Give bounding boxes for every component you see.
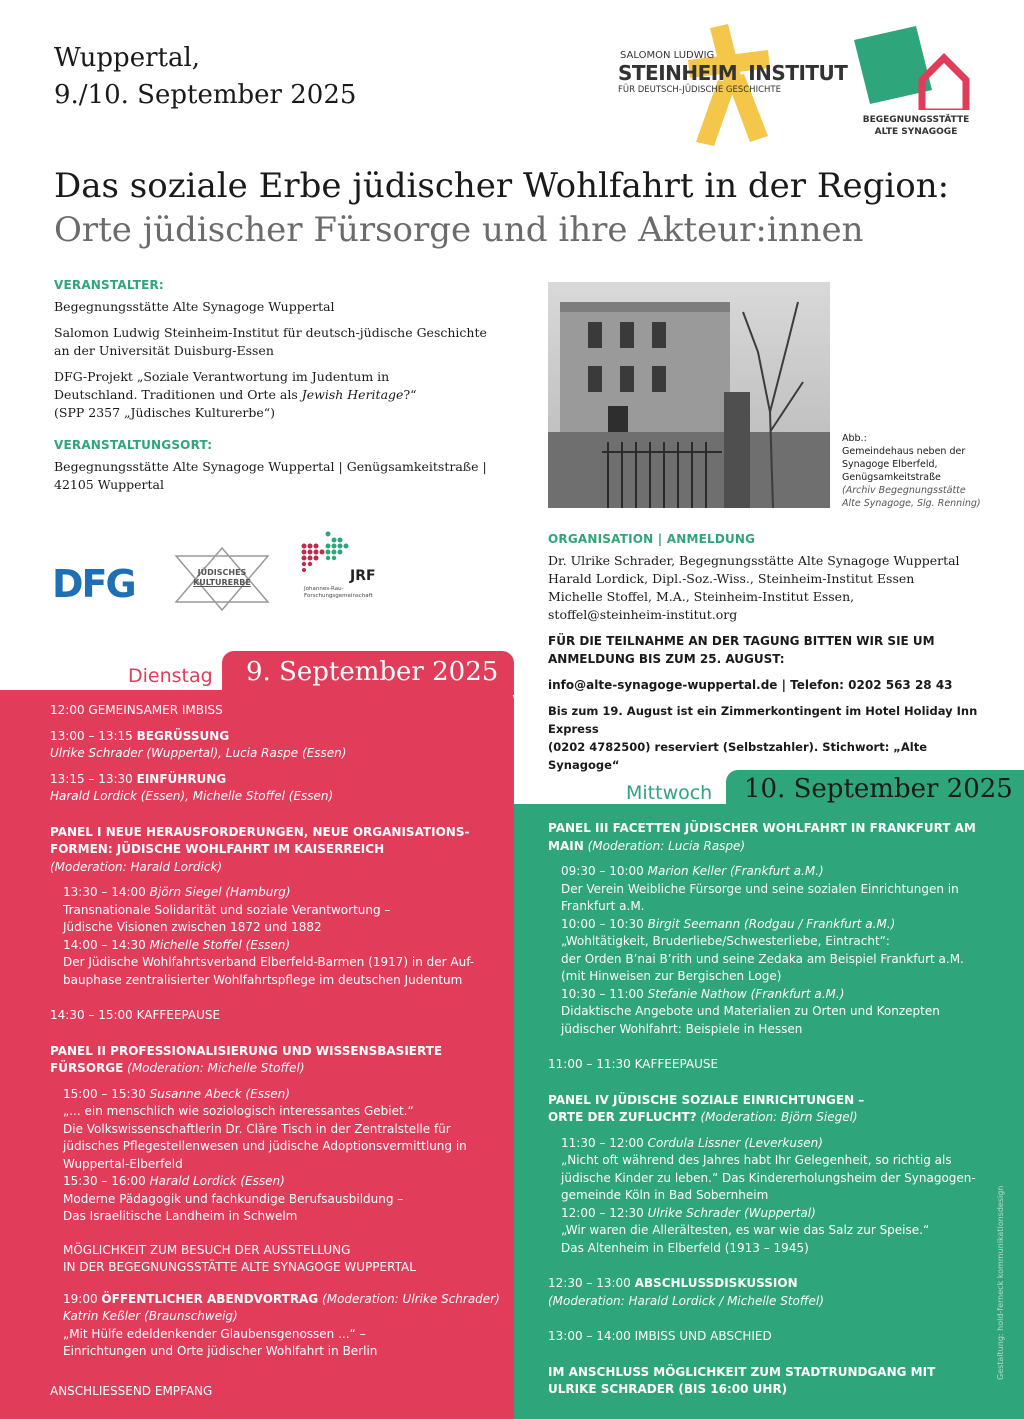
steinheim-line3: INSTITUT	[748, 61, 848, 85]
event-dates: 9./10. September 2025	[54, 80, 357, 110]
panel3-heading: PANEL III FACETTEN JÜDISCHER WOHLFAHRT IN FRANKFURT AM MAIN (Moderation: Lucia Raspe)	[548, 821, 976, 853]
begegnung-line1: BEGEGNUNGSSTÄTTE	[862, 115, 970, 125]
organisation-label: ORGANISATION | ANMELDUNG	[548, 532, 756, 546]
talk-siegel: 13:30 – 14:00 Björn Siegel (Hamburg) Transnationale Solidarität und soziale Verantwortung – Jüdische Visionen zwischen 1872 und 1882 14:00 – 14:30 Michelle Stoffel (Essen) Der Jüdische Wohlfahrtsverband Elberfeld-Barmen (1917) in der Auf- bauphase zentralisierter Wohlfahrtspflege im deutschen Judentum	[63, 885, 475, 987]
day2-weekday: Mittwoch	[626, 782, 713, 804]
jrf-dot-graphic	[298, 524, 358, 584]
steinheim-line2: STEINHEIM	[618, 61, 738, 85]
synagogue-archive-photo	[548, 282, 830, 508]
panel4-heading: PANEL IV JÜDISCHE SOZIALE EINRICHTUNGEN – ORTE DER ZUFLUCHT? (Moderation: Björn Siegel)	[548, 1092, 865, 1124]
steinheim-line4: FÜR DEUTSCH-JÜDISCHE GESCHICHTE	[618, 85, 781, 95]
juedisches-kulturerbe-logo: JÜDISCHES KULTURERBE	[172, 544, 272, 614]
panel2-heading: PANEL II PROFESSIONALISIERUNG UND WISSENSBASIERTE FÜRSORGE (Moderation: Michelle Stoffel)	[50, 1043, 443, 1075]
title-main: Das soziale Erbe jüdischer Wohlfahrt in der Region:	[54, 166, 950, 206]
registration-notice: FÜR DIE TEILNAHME AN DER TAGUNG BITTEN WIR SIE UM ANMELDUNG BIS ZUM 25. AUGUST:	[548, 634, 935, 666]
event-city: Wuppertal,	[54, 43, 201, 73]
day1-weekday: Dienstag	[128, 665, 213, 687]
talks-panel3: 09:30 – 10:00 Marion Keller (Frankfurt a.M.) Der Verein Weibliche Fürsorge und seine sozialen Einrichtungen in Frankfurt a.M. 10:00 – 10:30 Birgit Seemann (Rodgau / Frankfurt a.M.) „Wohltätigkeit, Bruderliebe/Schwesterliebe, Eintracht“: der Orden B’nai B’rith und seine Zedaka am Beispiel Frankfurt a.M. (mit Hinweisen zur Bergischen Loge) 10:30 – 11:00 Stefanie Nathow (Frankfurt a.M.) Didaktische Angebote und Materialien zu Orten und Konzepten jüdischer Wohlfahrt: Beispiele in Hessen	[561, 864, 964, 1036]
begegnung-line2: ALTE SYNAGOGE	[874, 127, 958, 137]
contact-email-link[interactable]: stoffel@steinheim-institut.org	[548, 607, 738, 622]
veranstalter-section	[54, 278, 524, 494]
day2-date: 10. September 2025	[744, 774, 1013, 804]
photo-illustration	[548, 282, 830, 508]
steinheim-line1: SALOMON LUDWIG	[620, 50, 715, 61]
ort-text: Begegnungsstätte Alte Synagoge Wuppertal | Genügsamkeitstraße | 42105 Wuppertal	[54, 459, 487, 492]
hotel-notice: Bis zum 19. August ist ein Zimmerkontingent im Hotel Holiday Inn Express (0202 4782500) reserviert (Selbstzahler). Stichwort: „Alte Synagoge“	[548, 704, 978, 772]
veranstalter-p3: DFG-Projekt „Soziale Verantwortung im Judentum in Deutschland. Traditionen und Orte als Jewish Heritage?“ (SPP 2357 „Jüdisches Kulturerbe“)	[54, 369, 417, 420]
registration-contact[interactable]: info@alte-synagoge-wuppertal.de | Telefon: 0202 563 28 43	[548, 678, 953, 692]
event-place-date	[54, 40, 356, 114]
veranstalter-p1: Begegnungsstätte Alte Synagoge Wuppertal	[54, 299, 335, 314]
synagogue-house-graphic	[850, 20, 980, 110]
title-sub: Orte jüdischer Fürsorge und ihre Akteur:innen	[54, 210, 864, 250]
veranstalter-label: VERANSTALTER:	[54, 278, 164, 292]
organisation-section: ORGANISATION | ANMELDUNG Dr. Ulrike Schrader, Begegnungsstätte Alte Synagoge Wuppertal Harald Lordick, Dipl.-Soz.-Wiss., Steinheim-Institut Essen Michelle Stoffel, M.A., Steinheim-Institut Essen, stoffel@steinheim-institut.org FÜR DIE TEILNAHME AN DER TAGUNG BITTEN WIR SIE UM ANMELDUNG BIS ZUM 25. AUGUST: info@alte-synagoge-wuppertal.de | Telefon: 0202 563 28 43 Bis zum 19. August ist ein Zimmerkontingent im Hotel Holiday Inn Express (0202 4782500) reserviert (Selbstzahler). Stichwort: „Alte Synagoge“	[548, 532, 988, 774]
begegnung-logo	[850, 20, 980, 140]
ort-label: VERANSTALTUNGSORT:	[54, 438, 213, 452]
day1-program: 12:00 GEMEINSAMER IMBISS 13:00 – 13:15 BEGRÜSSUNG Ulrike Schrader (Wuppertal), Lucia Raspe (Essen) 13:15 – 13:30 EINFÜHRUNG Harald Lordick (Essen), Michelle Stoffel (Essen) PANEL I NEUE HERAUSFORDERUNGEN, NEUE ORGANISATIONS- FORMEN: JÜDISCHE WOHLFAHRT IM KAISERREICH (Moderation: Harald Lordick) 13:30 – 14:00 Björn Siegel (Hamburg) Transnationale Solidarität und soziale Verantwortung – Jüdische Visionen zwischen 1872 und 1882 14:00 – 14:30 Michelle Stoffel (Essen) Der Jüdische Wohlfahrtsverband Elberfeld-Barmen (1917) in der Auf- bauphase zentralisierter Wohlfahrtspflege im deutschen Judentum 14:30 – 15:00 KAFFEEPAUSE PANEL II PROFESSIONALISIERUNG UND WISSENSBASIERTE FÜRSORGE (Moderation: Michelle Stoffel) 15:00 – 15:30 Susanne Abeck (Essen) „... ein menschlich wie soziologisch interessantes Gebiet.“ Die Volkswissenschaftlerin Dr. Cläre Tisch in der Zentralstelle für jüdisches Pflegestellenwesen und jüdische Adoptionsvermittlung in Wuppertal-Elberfeld 15:30 – 16:00 Harald Lordick (Essen) Moderne Pädagogik und fachkundige Berufsausbildung – Das Israelitische Landheim in Schwelm MÖGLICHKEIT ZUM BESUCH DER AUSSTELLUNG IN DER BEGEGNUNGSSTÄTTE ALTE SYNAGOGE WUPPERTAL 19:00 ÖFFENTLICHER ABENDVORTRAG (Moderation: Ulrike Schrader) Katrin Keßler (Braunschweig) „Mit Hülfe edeldenkender Glaubensgenossen ...“ – Einrichtungen und Orte jüdischer Wohlfahrt in Berlin ANSCHLIESSEND EMPFANG	[50, 703, 500, 1398]
jrf-name: JRF	[350, 568, 376, 584]
design-credit: Gestaltung: hold-ferneck kommunikationsdesign	[996, 1185, 1005, 1380]
day1-date: 9. September 2025	[246, 657, 499, 687]
panel1-heading: PANEL I NEUE HERAUSFORDERUNGEN, NEUE ORGANISATIONS- FORMEN: JÜDISCHE WOHLFAHRT IM KAISERREICH (Moderation: Harald Lordick)	[50, 824, 470, 874]
photo-caption: Abb.: Gemeindehaus neben der Synagoge Elberfeld, Genügsamkeitstraße (Archiv Begegnungsstätte Alte Synagoge, Slg. Renning)	[842, 433, 981, 509]
veranstalter-p2: Salomon Ludwig Steinheim-Institut für deutsch-jüdische Geschichte an der Universität Duisburg-Essen	[54, 325, 487, 358]
talks-panel2: 15:00 – 15:30 Susanne Abeck (Essen) „... ein menschlich wie soziologisch interessantes Gebiet.“ Die Volkswissenschaftlerin Dr. Cläre Tisch in der Zentralstelle für jüdisches Pflegestellenwesen und jüdische Adoptionsvermittlung in Wuppertal-Elberfeld 15:30 – 16:00 Harald Lordick (Essen) Moderne Pädagogik und fachkundige Berufsausbildung – Das Israelitische Landheim in Schwelm MÖGLICHKEIT ZUM BESUCH DER AUSSTELLUNG IN DER BEGEGNUNGSSTÄTTE ALTE SYNAGOGE WUPPERTAL 19:00 ÖFFENTLICHER ABENDVORTRAG (Moderation: Ulrike Schrader) Katrin Keßler (Braunschweig) „Mit Hülfe edeldenkender Glaubensgenossen ...“ – Einrichtungen und Orte jüdischer Wohlfahrt in Berlin	[63, 1086, 500, 1358]
talks-panel4: 11:30 – 12:00 Cordula Lissner (Leverkusen) „Nicht oft während des Jahres habt Ihr Gelegenheit, so richtig als jüdische Kinder zu leben.“ Das Kindererholungsheim der Synagogen- gemeinde Köln in Bad Sobernheim 12:00 – 12:30 Ulrike Schrader (Wuppertal) „Wir waren die Allerältesten, es war wie das Salz zur Speise.“ Das Altenheim in Elberfeld (1913 – 1945)	[561, 1135, 976, 1255]
steinheim-logo	[618, 20, 848, 150]
dfg-logo: DFG	[52, 562, 135, 606]
day2-program: PANEL III FACETTEN JÜDISCHER WOHLFAHRT IN FRANKFURT AM MAIN (Moderation: Lucia Raspe) 09:30 – 10:00 Marion Keller (Frankfurt a.M.) Der Verein Weibliche Fürsorge und seine sozialen Einrichtungen in Frankfurt a.M. 10:00 – 10:30 Birgit Seemann (Rodgau / Frankfurt a.M.) „Wohltätigkeit, Bruderliebe/Schwesterliebe, Eintracht“: der Orden B’nai B’rith und seine Zedaka am Beispiel Frankfurt a.M. (mit Hinweisen zur Bergischen Loge) 10:30 – 11:00 Stefanie Nathow (Frankfurt a.M.) Didaktische Angebote und Materialien zu Orten und Konzepten jüdischer Wohlfahrt: Beispiele in Hessen 11:00 – 11:30 KAFFEEPAUSE PANEL IV JÜDISCHE SOZIALE EINRICHTUNGEN – ORTE DER ZUFLUCHT? (Moderation: Björn Siegel) 11:30 – 12:00 Cordula Lissner (Leverkusen) „Nicht oft während des Jahres habt Ihr Gelegenheit, so richtig als jüdische Kinder zu leben.“ Das Kindererholungsheim der Synagogen- gemeinde Köln in Bad Sobernheim 12:00 – 12:30 Ulrike Schrader (Wuppertal) „Wir waren die Allerältesten, es war wie das Salz zur Speise.“ Das Altenheim in Elberfeld (1913 – 1945) 12:30 – 13:00 ABSCHLUSSDISKUSSION (Moderation: Harald Lordick / Michelle Stoffel) 13:00 – 14:00 IMBISS UND ABSCHIED IM ANSCHLUSS MÖGLICHKEIT ZUM STADTRUNDGANG MIT ULRIKE SCHRADER (BIS 16:00 UHR)	[548, 820, 998, 1399]
jrf-logo: JRF Johannes-Rau- Forschungsgemeinschaft	[298, 524, 408, 614]
